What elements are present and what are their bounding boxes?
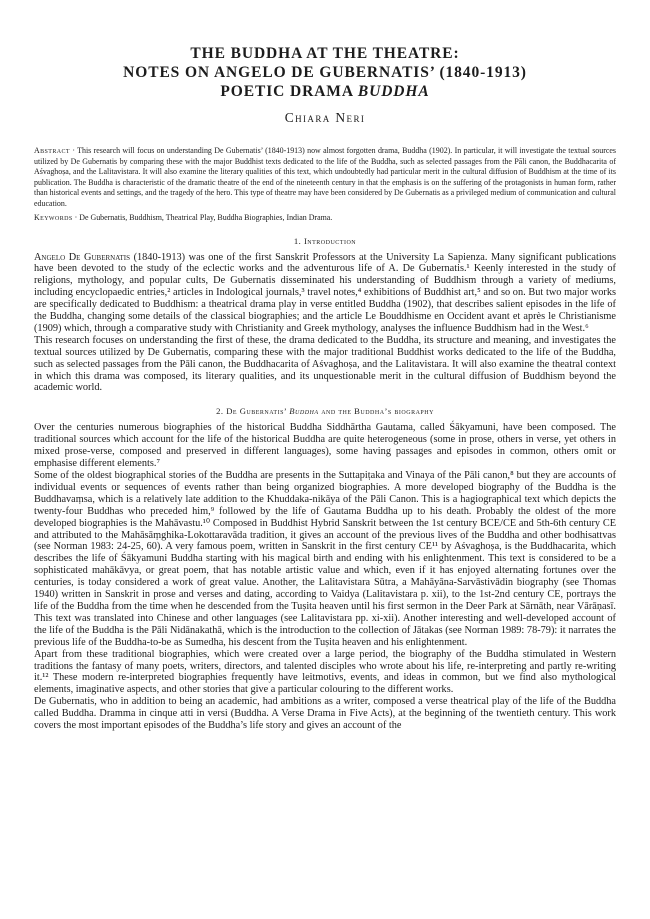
abstract-text: · This research will focus on understanding De Gubernatis’ (1840-1913) now almost forgotten drama, Buddha (1902). In particular, it will investigate the textual sources utilized by De Gubernatis by comparing these with the major Buddhist texts dedicated to the life of the Buddha, such as selected passages from the Pāli canon, the Buddhacarita of Aśvaghoṣa, and the Lalitavistara. It will also examine the literary qualities of this text, which undoubtedly had particular merit in the cultural diffusion of Buddhism at the time of its publication. The Buddha is characteristic of the dramatic theatre of the end of the nineteenth century in that the emphasis is on the suffering of the protagonists in human form, rather than historical events and settings, and the tragedy of the hero. This type of theatre may have been considered by De Gubernatis as a privileged medium of communication and cultural education.: [34, 146, 617, 208]
section2-heading-post: and the Buddha’s biography: [318, 406, 434, 417]
bio-paragraph-1: Over the centuries numerous biographies of the historical Buddha Siddhārtha Gautama, called Śākyamuni, have been composed. The traditional sources which account for the life of the historical Buddha are quite heterogeneous (some in prose, others in verse, yet others in mixed prose-verse, composed and preserved in different languages), some having passages and episodes in common, others omit or emphasise different elements.⁷: [34, 422, 616, 470]
bio-paragraph-3: Apart from these traditional biographies, which were created over a large period, the biography of the Buddha stimulated in Western traditions the fantasy of many poets, writers, directors, and talented disciples who wrote about his life, re-interpreting and partly re-writing it.¹² These modern re-interpreted biographies frequently have leitmotivs, events, and ideas in common, but we find also mythological elements, imaginative aspects, and other stories that give a particular colouring to the different works.: [34, 648, 616, 696]
section-heading-introduction: 1. Introduction: [293, 235, 357, 246]
intro-paragraph-2: This research focuses on understanding the first of these, the drama dedicated to the Buddha, its structure and meaning, and investigates the textual sources utilized by De Gubernatis, comparing these with the major traditional Buddhist works dedicated to the life of the Buddha, such as selected passages from the Pāli canon, the Buddhacarita of Aśvaghoṣa, and the Lalitavistara. It will also examine the theatral context in which this drama was composed, its literary qualities, and its unquestionable merit in the cultural diffusion of Buddhism beyond the academic world.: [34, 334, 616, 394]
abstract: [34, 146, 616, 209]
intro-paragraph-1: [34, 252, 616, 335]
bio-paragraph-4: De Gubernatis, who in addition to being an academic, had ambitions as a writer, composed a verse theatrical play of the life of the Buddha called Buddha. Dramma in cinque atti in versi (Buddha. A Verse Drama in Five Acts), at the beginning of the twentieth century. This work covers the most important episodes of the Buddha’s life story and gives an account of the: [34, 696, 616, 732]
title-line-2: NOTES ON ANGELO DE GUBERNATIS’ (1840-1913): [123, 64, 527, 81]
intro-lead-name: Angelo De Gubernatis: [34, 251, 130, 263]
intro-paragraph-1-text: (1840-1913) was one of the first Sanskrit Professors at the University La Sapienza. Many significant publications have been devoted to the study of the eclectic works and the adventurous life of A. De Gubernatis.¹ Keenly interested in the study of religions, mythology, and popular cults, De Gubernatis disseminated his understanding of Buddhism through a variety of mediums, including encyclopaedic entries,² articles in Indological journals,³ travel notes,⁴ exhibitions of Buddhist art,⁵ and so on. But two major works are specifically dedicated to Buddhism: a theatrical drama play in verse entitled Buddha (1902), that describes salient episodes in the life of the Buddha, changing some details of the classical biographies; and the article Le Bouddhisme en Occident avant et après le Christianisme (1909) which, through a comparative study with Christianity and Greek mythology, analyses the influence Buddhism had in the West.⁶: [34, 251, 616, 334]
title-line-3-text: POETIC DRAMA: [220, 83, 354, 100]
keywords: [34, 213, 616, 224]
bio-paragraph-2: Some of the oldest biographical stories of the Buddha are presents in the Suttapiṭaka and Vinaya of the Pāli canon,⁸ but they are accounts of individual events or sequences of events rather than being organized biographies. A more developed biography of the Buddha is the Buddhavaṃsa, which is a relatively late addition to the Khuddaka-nikāya of the Pāli Canon. This is a hagiographical text which depicts the twenty-four Buddhas who preceded him,⁹ followed by the life of Gautama Buddha up to his death. Probably the oldest of the more developed biographies is the Mahāvastu.¹⁰ Composed in Buddhist Hybrid Sanskrit between the 1st century BCE/CE and 5th-6th century CE and attributed to the Mahāsāṃghika-Lokottaravāda tradition, it gives an account of the previous lives of the Buddha and other bodhisattvas (see Norman 1983: 24-25, 60). A very famous poem, written in Sanskrit in the first century CE¹¹ by Aśvaghoṣa, is the Buddhacarita, which describes the life of Śākyamuni Buddha starting with his magical birth and ending with his enlightenment. This text is considered to be a sophisticated mahākāvya, or great poem, that has notable artistic value and which, even if it has enjoyed alternating fortunes over the centuries, is today considered a work of great value. Another, the Lalitavistara Sūtra, a Mahāyāna-Sarvāstivādin biography (see Thomas 1940) written in Sanskrit in prose and verses and dating, according to Vaidya (Lalitavistara p. xii), to the 1st-2nd century CE, portrays the life of the Buddha from the time when he descended from the Tuṣita heaven until his first sermon in the Deer Park at Sārnāth, near Vārāṇasī. This text was translated into Chinese and other languages (see Lalitavistara pp. xi-xii). Another interesting and well-developed account of the life of the Buddha is the Pāli Nidānakathā, which is the introduction to the collection of Jātakas (see Norman 1989: 78-79): it narrates the previous life of the Buddha-to-be as Sumedha, his descent from the Tuṣita heaven and his enlightenment.: [34, 470, 616, 648]
title-line-1: THE BUDDHA AT THE THEATRE:: [190, 45, 460, 62]
section2-heading-pre: 2. De Gubernatis’: [216, 406, 290, 417]
section2-heading-italic: Buddha: [289, 406, 319, 417]
section-introduction-body: [34, 252, 616, 395]
title-line-3: [34, 82, 616, 101]
author-name: Chiara Neri: [284, 110, 366, 125]
keywords-text: · De Gubernatis, Buddhism, Theatrical Play, Buddha Biographies, Indian Drama.: [74, 213, 333, 222]
keywords-label: Keywords: [34, 213, 73, 222]
title-italic: BUDDHA: [357, 83, 430, 100]
section-biography-body: [34, 422, 616, 732]
abstract-label: Abstract: [34, 146, 70, 155]
section-heading-biography: [34, 406, 616, 416]
paper-title: [34, 44, 616, 101]
